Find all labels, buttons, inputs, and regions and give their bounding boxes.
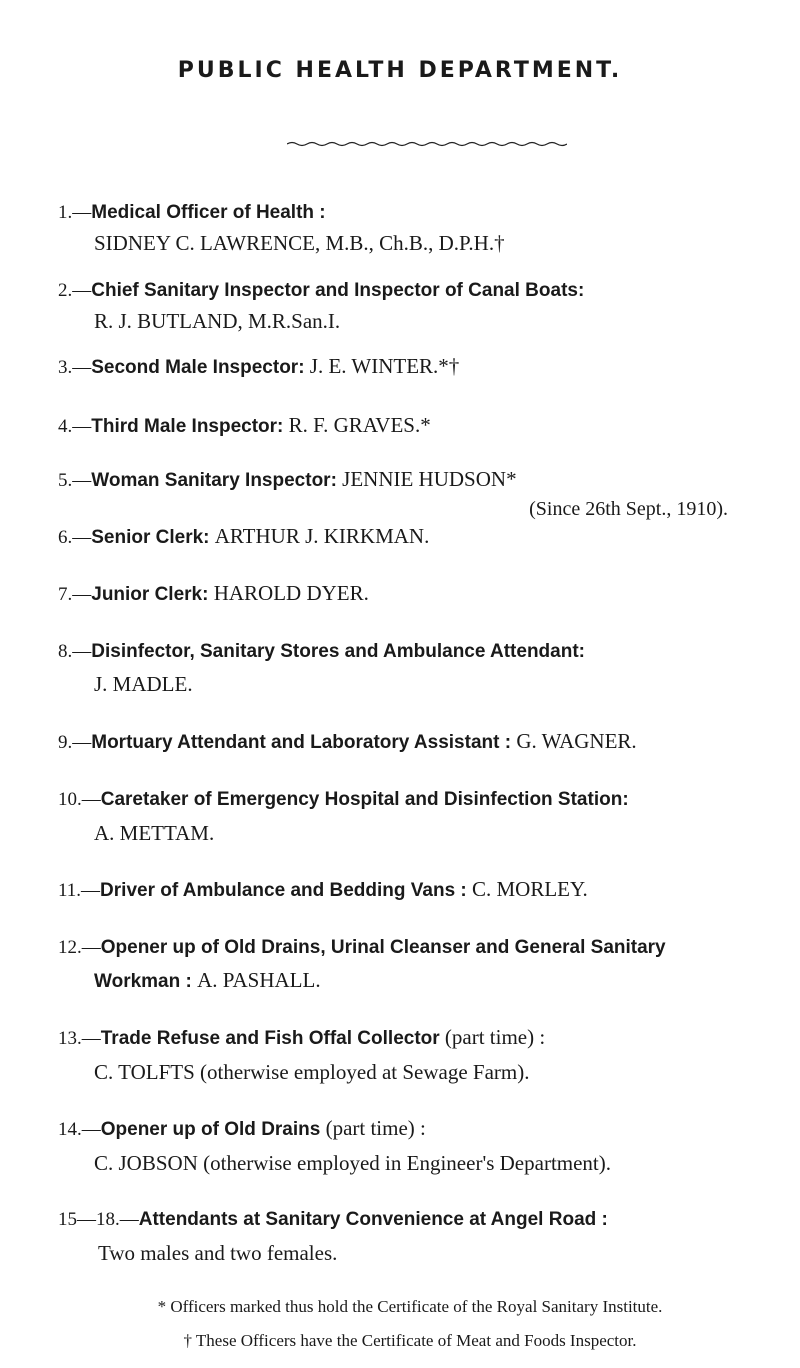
staff-entry-10 <box>58 785 758 813</box>
entry-number: 15—18.— <box>58 1209 139 1230</box>
entry-role: Trade Refuse and Fish Offal Collector <box>100 1028 440 1049</box>
entry-role: Driver of Ambulance and Bedding Vans : <box>100 880 467 901</box>
entry-role: Opener up of Old Drains, Urinal Cleanser and General Sanitary <box>100 937 666 958</box>
entry-role: Senior Clerk: <box>91 527 210 548</box>
entry-number: 4.— <box>58 416 92 437</box>
entry-number: 13.— <box>58 1028 101 1049</box>
entry-number: 9.— <box>58 732 92 753</box>
staff-entry-8 <box>58 637 758 665</box>
staff-entry-1 <box>58 198 758 226</box>
entry-qualifier: (part time) : <box>325 1116 426 1140</box>
entry-name: C. TOLFTS (otherwise employed at Sewage Farm). <box>94 1060 530 1084</box>
entry-role-continued: Workman : <box>94 971 192 992</box>
entry-name: J. E. WINTER.*† <box>309 354 460 378</box>
entry-role: Woman Sanitary Inspector: <box>91 470 337 491</box>
entry-number: 10.— <box>58 789 101 810</box>
entry-role: Third Male Inspector: <box>91 416 284 437</box>
entry-role: Chief Sanitary Inspector and Inspector of Canal Boats: <box>91 280 585 301</box>
entry-note: (Since 26th Sept., 1910). <box>529 498 728 520</box>
staff-entry-11 <box>58 876 758 904</box>
staff-entry-12 <box>58 933 758 961</box>
entry-number: 6.— <box>58 527 92 548</box>
entry-number: 7.— <box>58 584 92 605</box>
entry-role: Mortuary Attendant and Laboratory Assistant : <box>91 732 512 753</box>
staff-entry-15-18 <box>58 1205 758 1233</box>
entry-name: J. MADLE. <box>94 672 193 696</box>
entry-name: Two males and two females. <box>98 1241 338 1265</box>
entry-12-line2 <box>94 967 774 995</box>
staff-entry-13 <box>58 1024 758 1052</box>
entry-name: R. J. BUTLAND, M.R.San.I. <box>94 309 341 333</box>
staff-entry-14 <box>58 1115 758 1143</box>
entry-name: HAROLD DYER. <box>213 581 369 605</box>
entry-name: ARTHUR J. KIRKMAN. <box>214 524 430 548</box>
staff-entry-7 <box>58 580 758 608</box>
staff-entry-4 <box>58 412 758 440</box>
entry-role: Attendants at Sanitary Convenience at Angel Road : <box>138 1209 608 1230</box>
entry-name: SIDNEY C. LAWRENCE, M.B., Ch.B., D.P.H.† <box>94 231 505 255</box>
entry-name: C. JOBSON (otherwise employed in Engineer's Department). <box>94 1151 612 1175</box>
entry-number: 14.— <box>58 1119 101 1140</box>
entry-name: A. PASHALL. <box>197 968 321 992</box>
entry-qualifier: (part time) : <box>444 1025 546 1049</box>
entry-role: Junior Clerk: <box>91 584 209 605</box>
entry-role: Caretaker of Emergency Hospital and Disinfection Station: <box>100 789 629 810</box>
entry-number: 12.— <box>58 937 101 958</box>
entry-number: 2.— <box>58 280 92 301</box>
entry-role: Disinfector, Sanitary Stores and Ambulance Attendant: <box>91 641 585 662</box>
entry-number: 1.— <box>58 202 92 223</box>
entry-name: JENNIE HUDSON* <box>342 467 517 491</box>
staff-entry-5 <box>58 466 758 494</box>
footnote-dagger: † These Officers have the Certificate of Meat and Foods Inspector. <box>183 1331 637 1350</box>
entry-role: Medical Officer of Health : <box>91 202 326 223</box>
entry-name: C. MORLEY. <box>472 877 588 901</box>
entry-name: A. METTAM. <box>94 821 215 845</box>
page-title: PUBLIC HEALTH DEPARTMENT. <box>177 58 623 83</box>
entry-number: 8.— <box>58 641 92 662</box>
entry-number: 5.— <box>58 470 92 491</box>
staff-entry-9 <box>58 728 758 756</box>
entry-role: Second Male Inspector: <box>91 357 305 378</box>
entry-role: Opener up of Old Drains <box>100 1119 321 1140</box>
staff-entry-6 <box>58 523 758 551</box>
staff-entry-3 <box>58 353 758 381</box>
entry-name: G. WAGNER. <box>516 729 637 753</box>
footnote-star: * Officers marked thus hold the Certificate of the Royal Sanitary Institute. <box>157 1297 663 1316</box>
entry-name: R. F. GRAVES.* <box>288 413 431 437</box>
decorative-divider <box>287 140 567 148</box>
staff-entry-2 <box>58 276 758 304</box>
entry-number: 11.— <box>58 880 101 901</box>
entry-number: 3.— <box>58 357 92 378</box>
